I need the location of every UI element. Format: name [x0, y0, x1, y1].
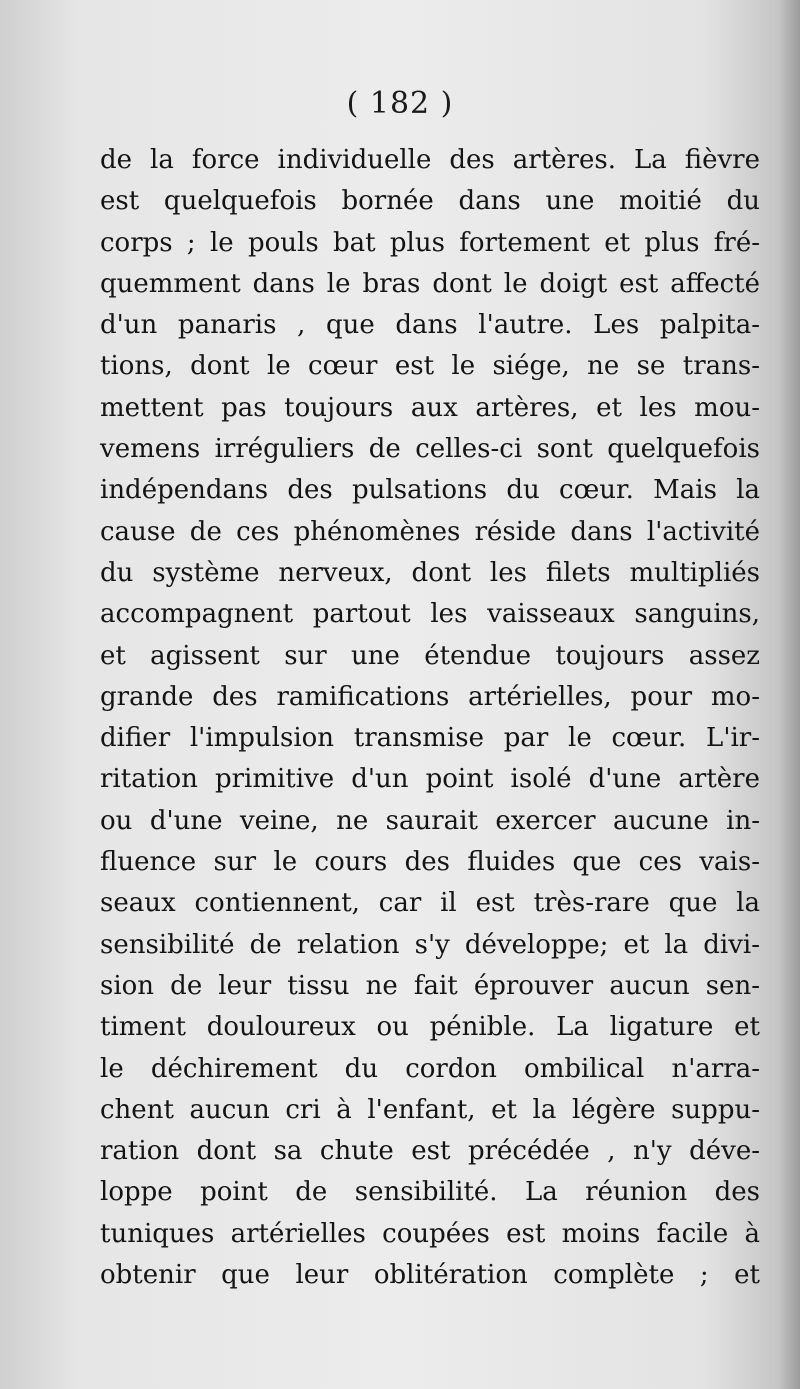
- text-line: fluence sur le cours des fluides que ces vais-: [100, 847, 760, 878]
- text-line: de la force individuelle des artères. La fièvre: [100, 145, 760, 175]
- text-line: d'un panaris , que dans l'autre. Les palpita-: [100, 310, 760, 341]
- text-line: sensibilité de relation s'y développe; et la divi-: [100, 929, 760, 960]
- text-line: ou d'une veine, ne saurait exercer aucune in-: [100, 805, 760, 836]
- text-line: quemment dans le bras dont le doigt est affecté: [100, 268, 760, 299]
- page-number: ( 182 ): [346, 86, 454, 121]
- text-line: obtenir que leur oblitération complète ; et: [100, 1260, 760, 1291]
- text-line: ration dont sa chute est précédée , n'y déve-: [100, 1136, 760, 1167]
- text-line: et agissent sur une étendue toujours assez: [100, 640, 760, 671]
- text-line: vemens irréguliers de celles-ci sont quelquefois: [100, 434, 760, 465]
- text-line: seaux contiennent, car il est très-rare que la: [100, 888, 760, 919]
- text-line: timent douloureux ou pénible. La ligature et: [100, 1012, 760, 1043]
- text-line: corps ; le pouls bat plus fortement et plus fré-: [100, 227, 760, 258]
- text-line: le déchirement du cordon ombilical n'arra-: [100, 1053, 760, 1084]
- text-line: difier l'impulsion transmise par le cœur. L'ir-: [100, 723, 760, 754]
- text-line: sion de leur tissu ne fait éprouver aucun sen-: [100, 970, 760, 1001]
- text-line: indépendans des pulsations du cœur. Mais la: [100, 475, 760, 506]
- text-line: grande des ramifications artérielles, pour mo-: [100, 681, 760, 712]
- text-line: est quelquefois bornée dans une moitié du: [100, 186, 760, 217]
- text-line: ritation primitive d'un point isolé d'une artère: [100, 764, 760, 795]
- text-line: loppe point de sensibilité. La réunion des: [100, 1177, 760, 1208]
- text-line: cause de ces phénomènes réside dans l'activité: [100, 516, 760, 547]
- body-text: [100, 140, 760, 1296]
- text-line: chent aucun cri à l'enfant, et la légère suppu-: [100, 1094, 760, 1125]
- text-line: accompagnent partout les vaisseaux sanguins,: [100, 599, 760, 630]
- text-line: du système nerveux, dont les filets multipliés: [100, 557, 760, 588]
- text-line: tuniques artérielles coupées est moins facile à: [100, 1218, 760, 1249]
- text-line: mettent pas toujours aux artères, et les mou-: [100, 392, 760, 423]
- text-line: tions, dont le cœur est le siége, ne se trans-: [100, 351, 760, 382]
